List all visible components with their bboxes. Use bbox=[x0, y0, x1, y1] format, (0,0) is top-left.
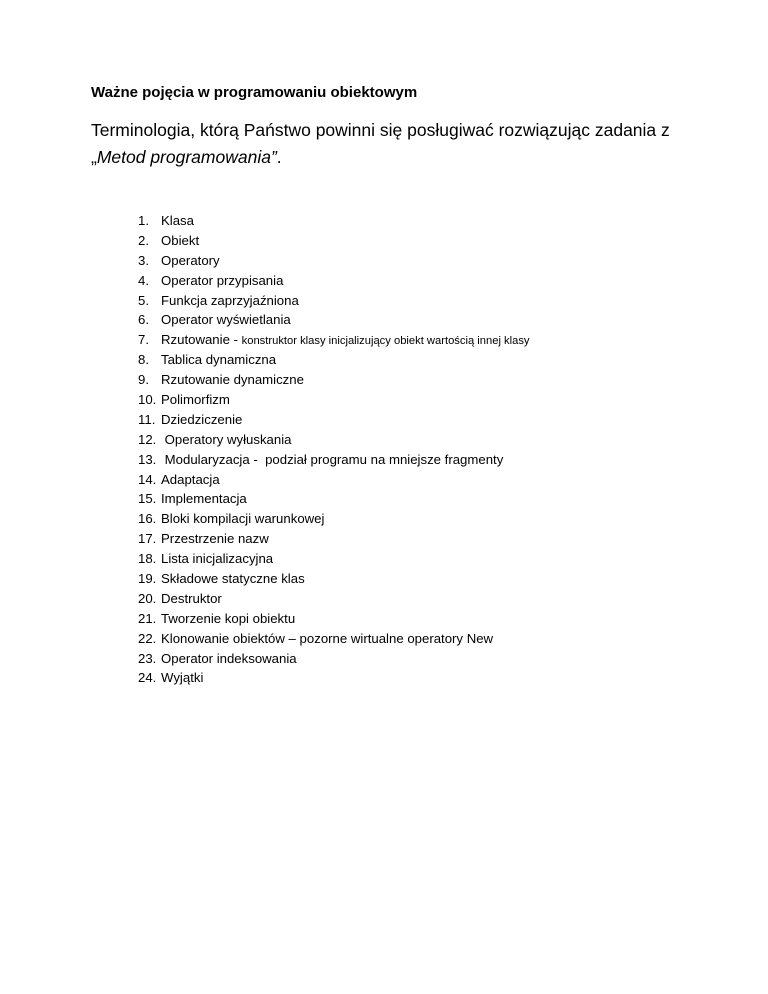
list-item-text: Funkcja zaprzyjaźniona bbox=[161, 292, 299, 308]
list-item bbox=[138, 609, 530, 629]
list-item-number: 22. bbox=[138, 630, 157, 646]
list-item-text: Składowe statyczne klas bbox=[161, 571, 305, 587]
list-item-number: 23. bbox=[138, 650, 157, 666]
list-item-number: 7. bbox=[138, 332, 149, 348]
list-item-content bbox=[161, 430, 291, 450]
list-item-number: 8. bbox=[138, 352, 149, 368]
list-item-number: 17. bbox=[138, 531, 157, 547]
list-item-text: Lista inicjalizacyjna bbox=[161, 551, 274, 567]
list-item bbox=[138, 291, 530, 311]
list-item bbox=[138, 370, 530, 390]
list-item-number: 16. bbox=[138, 511, 157, 527]
list-item-content bbox=[161, 549, 273, 569]
list-item bbox=[138, 450, 530, 470]
list-item-text: Obiekt bbox=[161, 232, 200, 248]
list-item-number: 9. bbox=[138, 372, 149, 388]
list-item-text: Operator indeksowania bbox=[161, 650, 297, 666]
intro-period: . bbox=[276, 147, 282, 167]
list-item bbox=[138, 629, 530, 649]
list-item-content bbox=[161, 211, 194, 231]
list-item bbox=[138, 211, 530, 231]
list-item-text: Przestrzenie nazw bbox=[161, 531, 269, 547]
list-item-text: Klasa bbox=[161, 213, 194, 228]
list-item bbox=[138, 569, 530, 589]
list-item-content bbox=[161, 231, 199, 251]
list-item-content bbox=[161, 271, 283, 291]
list-item-number: 2. bbox=[138, 232, 149, 248]
list-item-text: Implementacja bbox=[161, 491, 247, 507]
list-item-number: 1. bbox=[138, 213, 149, 228]
list-item-text: Wyjątki bbox=[161, 670, 204, 686]
list-item-number: 13. bbox=[138, 451, 157, 467]
list-item-text: Tablica dynamiczna bbox=[161, 352, 277, 368]
list-item-text: Modularyzacja - podział programu na mniejsze fragmenty bbox=[161, 451, 504, 467]
list-item-content bbox=[161, 489, 247, 509]
terms-list bbox=[138, 211, 530, 688]
list-item-content bbox=[161, 569, 305, 589]
list-item bbox=[138, 649, 530, 669]
list-item-text: Operatory wyłuskania bbox=[161, 431, 292, 447]
list-item-text: Destruktor bbox=[161, 590, 222, 606]
list-item-number: 15. bbox=[138, 491, 157, 507]
list-item bbox=[138, 410, 530, 430]
list-item-content bbox=[161, 589, 222, 609]
list-item-note: konstruktor klasy inicjalizujący obiekt wartością innej klasy bbox=[241, 335, 530, 348]
list-item-text: Dziedziczenie bbox=[161, 411, 243, 427]
list-item-content bbox=[161, 649, 297, 669]
list-item-content bbox=[161, 410, 242, 430]
list-item-number: 20. bbox=[138, 590, 157, 606]
list-item-content bbox=[161, 350, 276, 370]
list-item-text: Bloki kompilacji warunkowej bbox=[161, 511, 325, 527]
list-item-content bbox=[161, 509, 324, 529]
list-item-text: Rzutowanie dynamiczne bbox=[161, 372, 304, 388]
list-item-number: 24. bbox=[138, 670, 157, 686]
list-item-text: Operator wyświetlania bbox=[161, 312, 291, 328]
list-item-content bbox=[161, 450, 503, 470]
list-item-content bbox=[161, 629, 493, 649]
list-item-number: 3. bbox=[138, 252, 149, 268]
list-item bbox=[138, 231, 530, 251]
list-item-number: 19. bbox=[138, 571, 157, 587]
list-item bbox=[138, 330, 530, 350]
list-item bbox=[138, 350, 530, 370]
list-item-content bbox=[161, 291, 299, 311]
list-item bbox=[138, 668, 530, 688]
list-item bbox=[138, 251, 530, 271]
list-item-number: 4. bbox=[138, 272, 149, 288]
list-item-text: Operator przypisania bbox=[161, 272, 284, 288]
list-item-text: Klonowanie obiektów – pozorne wirtualne operatory New bbox=[161, 630, 494, 646]
intro-text: Terminologia, którą Państwo powinni się posługiwać rozwiązując zadania z bbox=[91, 120, 670, 140]
list-item-text: Adaptacja bbox=[161, 471, 220, 487]
list-item-content bbox=[161, 370, 304, 390]
list-item bbox=[138, 390, 530, 410]
list-item-content bbox=[161, 470, 220, 490]
list-item-number: 12. bbox=[138, 431, 157, 447]
list-item-number: 5. bbox=[138, 292, 149, 308]
list-item-number: 10. bbox=[138, 392, 157, 408]
list-item bbox=[138, 489, 530, 509]
intro-quote-open: „ bbox=[91, 147, 97, 167]
list-item bbox=[138, 549, 530, 569]
list-item bbox=[138, 470, 530, 490]
intro-paragraph bbox=[91, 117, 691, 171]
list-item bbox=[138, 310, 530, 330]
list-item-text: Polimorfizm bbox=[161, 392, 230, 408]
list-item-content bbox=[161, 310, 291, 330]
list-item bbox=[138, 529, 530, 549]
list-item-number: 18. bbox=[138, 551, 157, 567]
list-item bbox=[138, 430, 530, 450]
list-item-text: Rzutowanie - bbox=[161, 332, 242, 348]
list-item-number: 21. bbox=[138, 610, 157, 626]
list-item-content bbox=[161, 390, 230, 410]
list-item-text: Operatory bbox=[161, 252, 220, 268]
list-item-number: 6. bbox=[138, 312, 149, 328]
list-item bbox=[138, 509, 530, 529]
list-item bbox=[138, 589, 530, 609]
list-item-content bbox=[161, 330, 530, 350]
list-item-text: Tworzenie kopi obiektu bbox=[161, 610, 296, 626]
list-item-number: 11. bbox=[138, 411, 156, 427]
list-item-content bbox=[161, 609, 295, 629]
list-item-content bbox=[161, 251, 220, 271]
list-item-content bbox=[161, 668, 203, 688]
list-item bbox=[138, 271, 530, 291]
intro-italic-title: Metod programowania” bbox=[96, 147, 277, 167]
list-item-content bbox=[161, 529, 269, 549]
document-heading: Ważne pojęcia w programowaniu obiektowym bbox=[91, 84, 418, 101]
list-item-number: 14. bbox=[138, 471, 157, 487]
